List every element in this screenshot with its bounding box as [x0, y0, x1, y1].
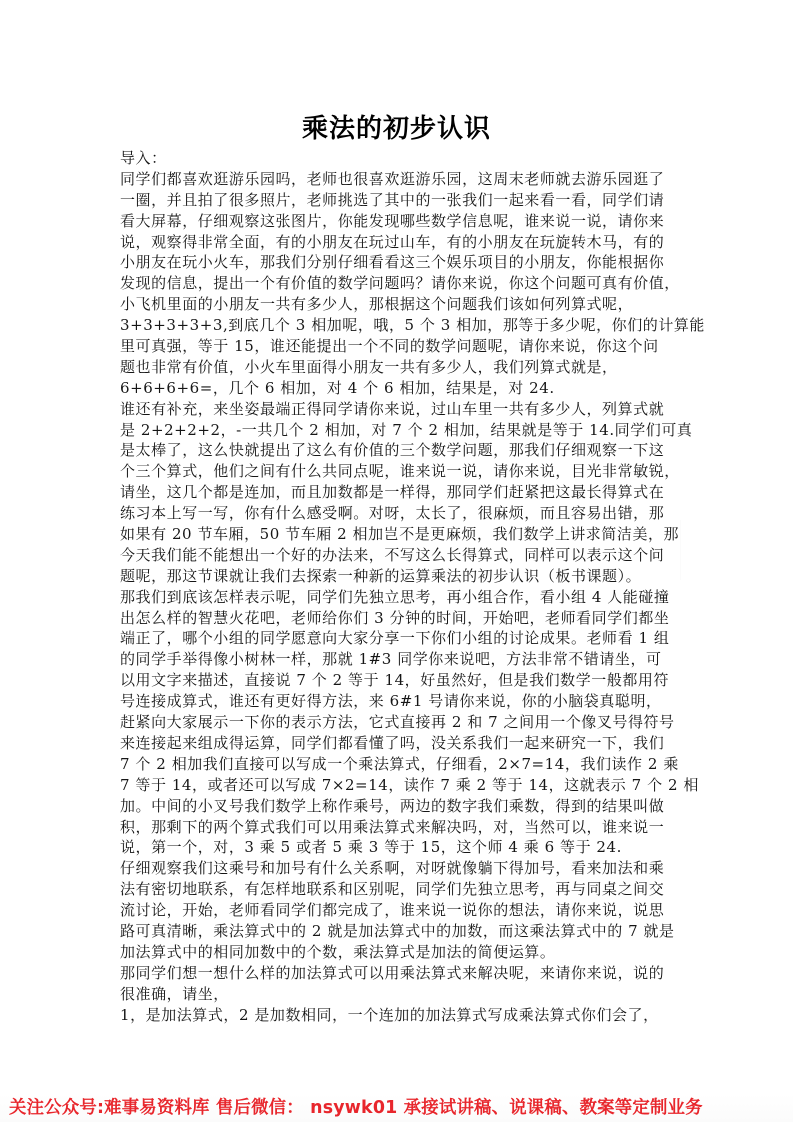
paragraph-line: 说，第一个，对，3 乘 5 或者 5 乘 3 等于 15，这个师 4 乘 6 等于 24. — [120, 838, 622, 857]
section-heading-intro: 导入： — [120, 149, 167, 167]
paragraph-line: 是 2+2+2+2，-一共几个 2 相加，对 7 个 2 相加，结果就是等于 14.同学们可真 — [120, 420, 693, 439]
paragraph-line: 7 等于 14，或者还可以写成 7×2=14，读作 7 乘 2 等于 14，这就表示 7 个 2 相 — [120, 775, 699, 794]
paragraph-line: 如果有 20 节车厢，50 节车厢 2 相加岂不是更麻烦，我们数学上讲求简洁美，那 — [120, 525, 680, 544]
paragraph-line: 以用文字来描述，直接说 7 个 2 等于 14，好虽然好，但是我们数学一般都用符 — [120, 671, 670, 690]
document-body — [120, 148, 705, 1025]
paragraph-line: 请坐，这几个都是连加，而且加数都是一样得，那同学们赶紧把这最长得算式在 — [120, 483, 665, 502]
paragraph-line: 1，是加法算式，2 是加数相同，一个连加的加法算式写成乘法算式你们会了， — [120, 1005, 659, 1024]
paragraph-line: 同学们都喜欢逛游乐园吗，老师也很喜欢逛游乐园，这周末老师就去游乐园逛了 — [120, 169, 665, 188]
paragraph-line: 很准确，请坐， — [120, 984, 229, 1003]
paragraph-line: 练习本上写一写，你有什么感受啊。对呀，太长了，很麻烦，而且容易出错，那 — [120, 504, 665, 523]
paragraph-line: 题呢，那这节课就让我们去探索一种新的运算乘法的初步认识（板书课题）。 — [120, 566, 642, 585]
paragraph-line: 路可真清晰，乘法算式中的 2 就是加法算式中的加数，而这乘法算式中的 7 就是 — [120, 921, 675, 940]
paragraph-line: 里可真强，等于 15，谁还能提出一个不同的数学问题呢，请你来说，你这个问 — [120, 337, 659, 356]
paragraph-line: 仔细观察我们这乘号和加号有什么关系啊，对呀就像躺下得加号，看来加法和乘 — [120, 859, 665, 878]
paragraph-line: 今天我们能不能想出一个好的办法来，不写这么长得算式，同样可以表示这个问 — [120, 545, 665, 564]
footer-banner — [0, 1094, 793, 1122]
paragraph-line: 那同学们想一想什么样的加法算式可以用乘法算式来解决呢，来请你来说，说的 — [120, 963, 665, 982]
paragraph-line: 看大屏幕，仔细观察这张图片，你能发现哪些数学信息呢，谁来说一说，请你来 — [120, 211, 665, 230]
paragraph-line: 谁还有补充，来坐姿最端正得同学请你来说，过山车里一共有多少人，列算式就 — [120, 399, 665, 418]
paragraph-line: 一圈，并且拍了很多照片，老师挑选了其中的一张我们一起来看一看，同学们请 — [120, 190, 665, 209]
paragraph-line: 3+3+3+3+3,到底几个 3 相加呢，哦，5 个 3 相加，那等于多少呢，你们的计算能 — [120, 316, 705, 335]
paragraph-line: 来连接起来组成得运算，同学们都看懂了吗，没关系我们一起来研究一下，我们 — [120, 733, 665, 752]
footer-promo-text: 关注公众号:难事易资料库 售后微信： nsywk01 承接试讲稿、说课稿、教案等定制业务 — [9, 1098, 703, 1118]
paragraph-line: 加。中间的小叉号我们数学上称作乘号，两边的数字我们乘数，得到的结果叫做 — [120, 796, 665, 815]
paragraph-line: 号连接成算式，谁还有更好得方法，来 6#1 号请你来说，你的小脑袋真聪明， — [120, 692, 662, 711]
paragraph-line: 积，那剩下的两个算式我们可以用乘法算式来解决吗，对，当然可以，谁来说一 — [120, 817, 665, 836]
paragraph-line: 出怎么样的智慧火花吧，老师给你们 3 分钟的时间，开始吧，老师看同学们都坐 — [120, 608, 670, 627]
paragraph-line: 的同学手举得像小树林一样，那就 1#3 同学你来说吧，方法非常不错请坐，可 — [120, 650, 662, 669]
paragraph-line: 赶紧向大家展示一下你的表示方法，它式直接再 2 和 7 之间用一个像叉号得符号 — [120, 713, 675, 732]
paragraph-line: 加法算式中的相同加数中的个数，乘法算式是加法的简便运算。 — [120, 942, 556, 961]
paragraph-line: 7 个 2 相加我们直接可以写成一个乘法算式，仔细看，2×7=14，我们读作 2 乘 — [120, 754, 679, 773]
paragraph-line: 那我们到底该怎样表示呢，同学们先独立思考，再小组合作，看小组 4 人能碰撞 — [120, 587, 670, 606]
paragraph-line: 小朋友在玩小火车，那我们分别仔细看看这三个娱乐项目的小朋友，你能根据你 — [120, 253, 665, 272]
paragraph-line: 发现的信息，提出一个有价值的数学问题吗？请你来说，你这个问题可真有价值， — [120, 274, 680, 293]
paragraph-line: 端正了，哪个小组的同学愿意向大家分享一下你们小组的讨论成果。老师看 1 组 — [120, 629, 670, 648]
paragraph-line: 说，观察得非常全面，有的小朋友在玩过山车，有的小朋友在玩旋转木马，有的 — [120, 232, 665, 251]
paragraph-line: 个三个算式，他们之间有什么共同点呢，谁来说一说，请你来说，目光非常敏锐， — [120, 462, 680, 481]
paragraph-line: 6+6+6+6=，几个 6 相加，对 4 个 6 相加，结果是，对 24. — [120, 378, 555, 397]
page-title: 乘法的初步认识 — [301, 114, 491, 144]
paragraph-line: 小飞机里面的小朋友一共有多少人，那根据这个问题我们该如何列算式呢， — [120, 295, 634, 314]
paragraph-line: 题也非常有价值，小火车里面得小朋友一共有多少人，我们列算式就是， — [120, 357, 618, 376]
paragraph-line: 法有密切地联系，有怎样地联系和区别呢，同学们先独立思考，再与同桌之间交 — [120, 880, 665, 899]
paragraph-line: 流讨论，开始，老师看同学们都完成了，谁来说一说你的想法，请你来说，说思 — [120, 901, 665, 920]
paragraph-line: 是太棒了，这么快就提出了这么有价值的三个数学问题，那我们仔细观察一下这 — [120, 441, 665, 460]
